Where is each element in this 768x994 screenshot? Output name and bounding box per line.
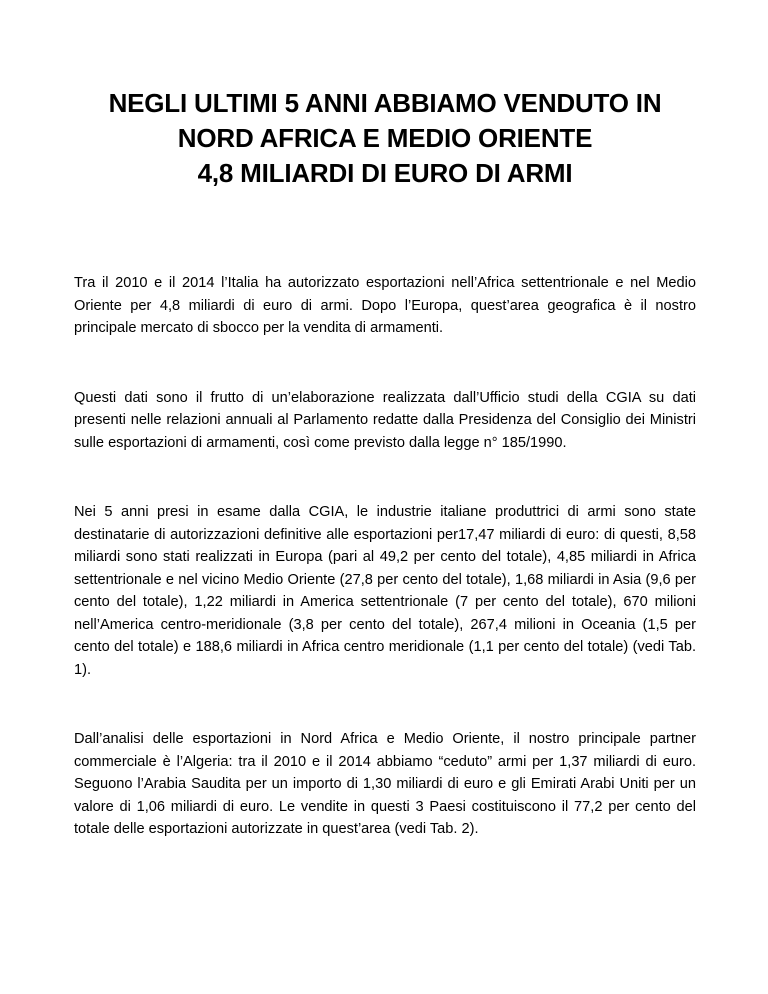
document-page [74,86,696,841]
paragraph-source: Questi dati sono il frutto di un’elaborazione realizzata dall’Ufficio studi della CGIA su dati presenti nelle relazioni annuali al Parlamento redatte dalla Presidenza del Consiglio dei Ministri sulle esportazioni di armamenti, così come previsto dalla legge n° 185/1990. [74,389,696,451]
paragraph-partners: Dall’analisi delle esportazioni in Nord Africa e Medio Oriente, il nostro principale partner commerciale è l’Algeria: tra il 2010 e il 2014 abbiamo “ceduto” armi per 1,37 miliardi di euro. Seguono l’Arabia Saudita per un importo di 1,30 miliardi di euro e gli Emirati Arabi Uniti per un valore di 1,06 miliardi di euro. Le vendite in questi 3 Paesi costituiscono il 77,2 per cento del totale delle esportazioni autorizzate in quest’area (vedi Tab. 2). [74,731,696,837]
paragraph-intro: Tra il 2010 e il 2014 l’Italia ha autorizzato esportazioni nell’Africa settentrionale e nel Medio Oriente per 4,8 miliardi di euro di armi. Dopo l’Europa, quest’area geografica è il nostro principale mercato di sbocco per la vendita di armamenti. [74,275,696,336]
document-title [74,86,696,191]
title-line-3: 4,8 MILIARDI DI EURO DI ARMI [197,158,573,188]
paragraph-regions: Nei 5 anni presi in esame dalla CGIA, le industrie italiane produttrici di armi sono state destinatarie di autorizzazioni definitive alle esportazioni per17,47 miliardi di euro: di questi, 8,58 miliardi sono stati realizzati in Europa (pari al 49,2 per cento del totale), 4,85 miliardi in Africa settentrionale e nel vicino Medio Oriente (27,8 per cento del totale), 1,68 miliardi in Asia (9,6 per cento del totale), 1,22 miliardi in America settentrionale (7 per cento del totale), 670 milioni nell’America centro-meridionale (3,8 per cento del totale), 267,4 milioni in Oceania (1,5 per cento del totale) e 188,6 miliardi in Africa centro meridionale (1,1 per cento del totale) (vedi Tab. 1). [74,504,696,678]
title-line-1: NEGLI ULTIMI 5 ANNI ABBIAMO VENDUTO IN [108,88,662,118]
title-line-2: NORD AFRICA E MEDIO ORIENTE [177,123,593,153]
